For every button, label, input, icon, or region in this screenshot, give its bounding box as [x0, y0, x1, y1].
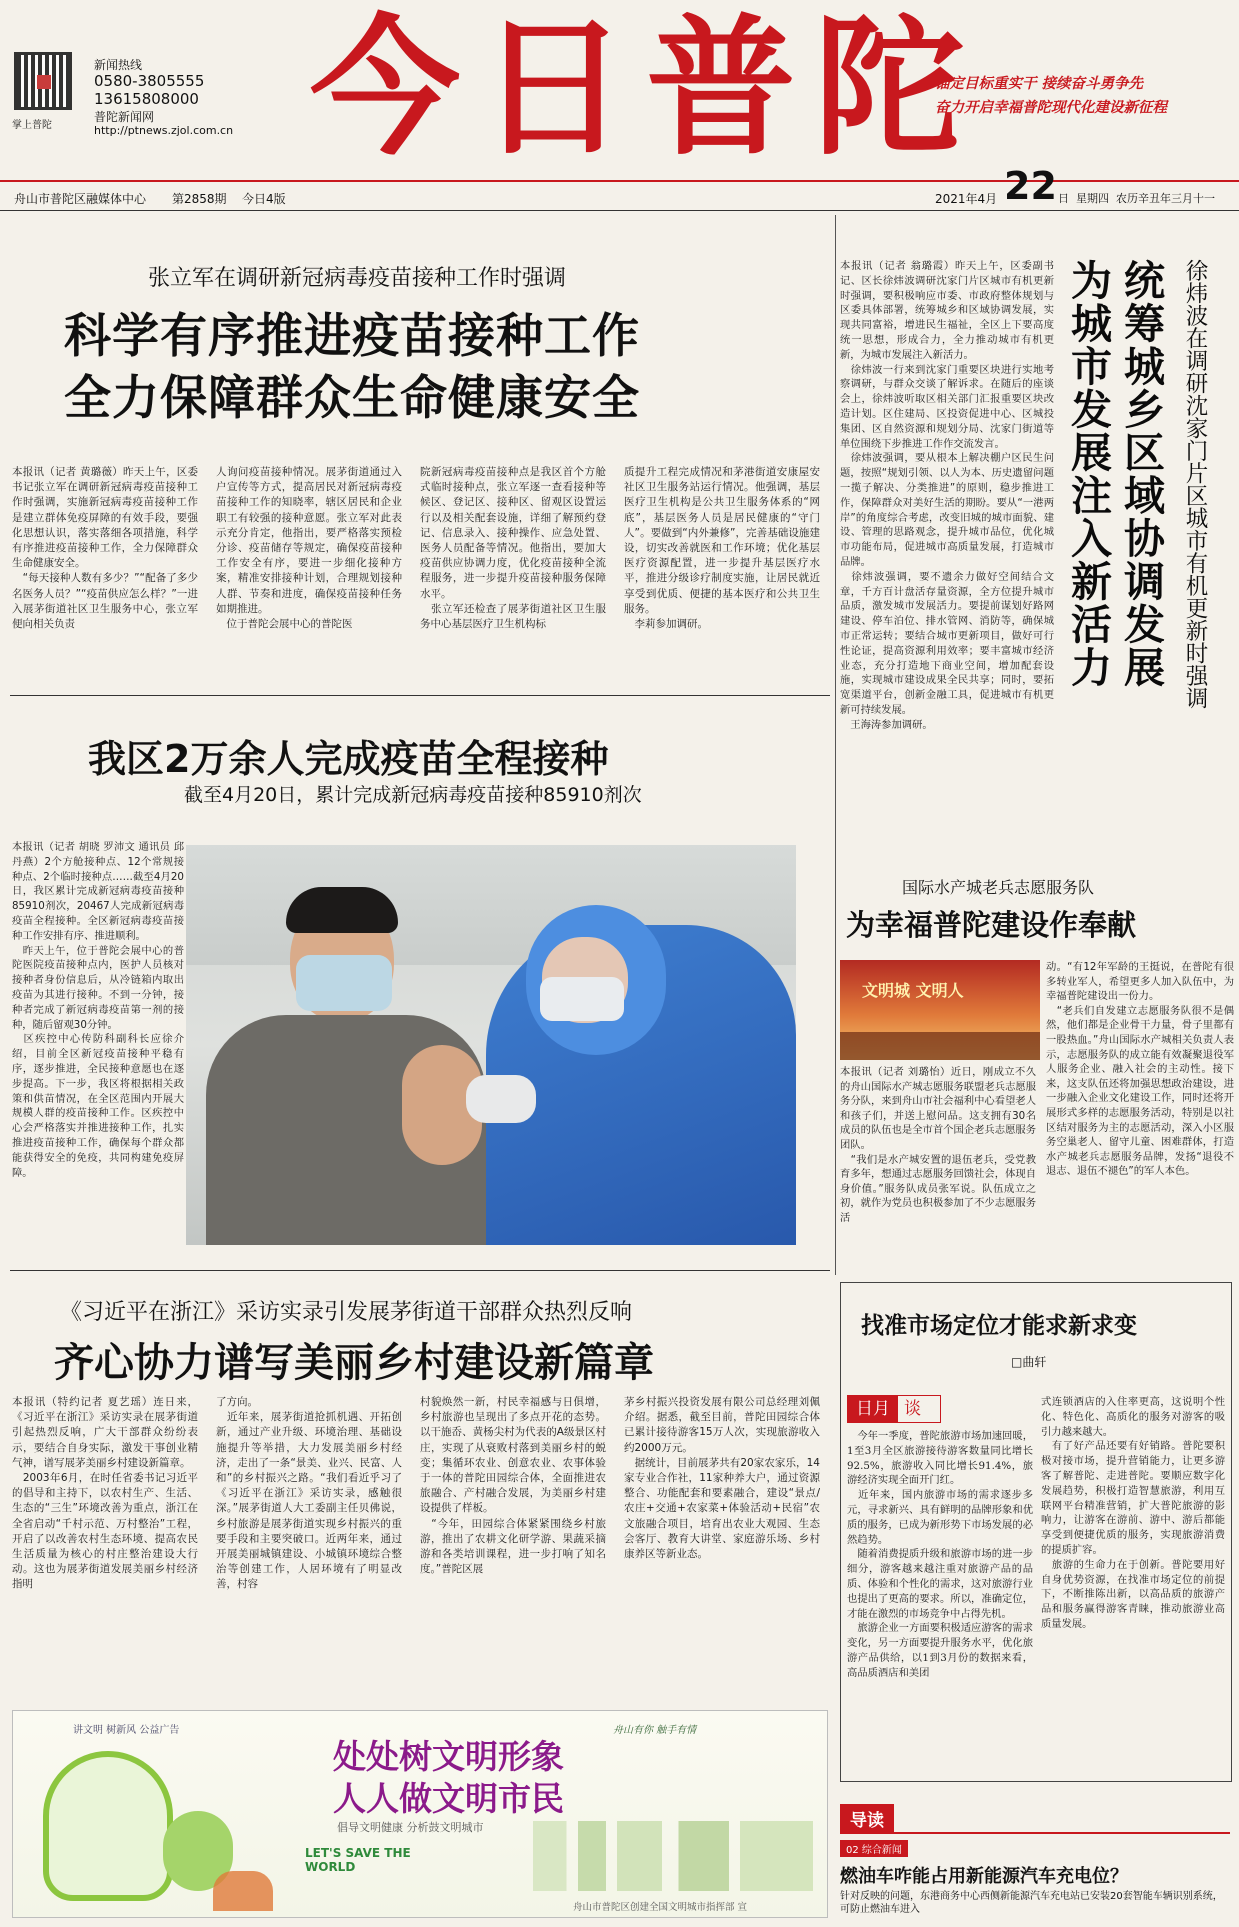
- right-headline-1: 统筹城乡区域协调发展: [1117, 259, 1165, 689]
- publisher: 舟山市普陀区融媒体中心: [14, 192, 147, 206]
- page-count: 今日4版: [242, 192, 286, 206]
- date-day: 22: [1004, 164, 1057, 208]
- phone-1: 0580-3805555: [94, 72, 205, 90]
- guide-summary: 针对反映的问题，东港商务中心西侧新能源汽车充电站已安装20套智能车辆识别系统，可防止燃油车进入: [840, 1891, 1223, 1915]
- vaccine-body: 本报讯（记者 胡晓 罗沛文 通讯员 邱丹燕）2个方舱接种点、12个常规接种点、2个临时接种点……截至4月20日，我区累计完成新冠病毒疫苗接种85910剂次，20467人完成新冠病毒疫苗全程接种。全区新冠病毒疫苗接种工作安排有序、推进顺利。 昨天上午，位于普陀会展中心的普陀医院疫苗接种点内，医护人员核对接种者身份信息后，从冷链箱内取出疫苗为其进行接种。不到一分钟，接种者完成了新冠病毒疫苗第一剂的接种，随后留观30分钟。 区疾控中心传防科副科长应徐介绍，目前全区新冠疫苗接种平稳有序，逐步推进，全民接种意愿也在逐步提高。下一步，我区将根据相关政策和供苗情况，在全区范围内开展大规模人群的疫苗接种工作。区疾控中心会严格落实并推进接种工作，扎实推进疫苗接种工作，确保每个群众都能获得安全的免疫，共同构建免疫屏障。: [12, 841, 184, 1179]
- vaccine-headline: 我区2万余人完成疫苗全程接种: [88, 737, 609, 781]
- right-story: [840, 215, 1235, 865]
- guide: [840, 1792, 1235, 1922]
- volunteer-kicker: 国际水产城老兵志愿服务队: [902, 878, 1095, 897]
- date-rest: 日 星期四 农历辛丑年三月十一: [1058, 192, 1215, 205]
- ad-top-right: 舟山有你 触手有情: [613, 1725, 697, 1736]
- newspaper-title: 今日普陀: [310, 0, 983, 176]
- slogan-1: 锚定目标重实干 接续奋斗勇争先: [935, 76, 1144, 92]
- ad-footer: 舟山市普陀区创建全国文明城市指挥部 宣: [573, 1902, 748, 1913]
- lead-kicker: 张立军在调研新冠病毒疫苗接种工作时强调: [148, 266, 567, 291]
- nurse-glove: [466, 1075, 536, 1123]
- nurse-mask: [540, 977, 624, 1021]
- issue-number: 第2858期: [172, 192, 227, 206]
- right-story-body: 本报讯（记者 翁璐霞）昨天上午，区委副书记、区长徐炜波调研沈家门片区城市有机更新时强调，要积极响应市委、市政府整体规划与区委具体部署，统筹城乡和区域协调发展，实现共同富裕，增进民生福祉，全区上下要高度统一思想，形成合力，全力推动城市有机更新，为城市发展注入新活力。 徐炜波一行来到沈家门重要区块进行实地考察调研，与群众交谈了解诉求。在随后的座谈会上，徐炜波听取区相关部门汇报重要区块改造计划。区住建局、区投资促进中心、区城投集团、区自然资源和规划分局、沈家门街道等单位围绕下步推进工作作交流发言。 徐炜波强调，要从根本上解决棚户区民生问题，按照“规划引领、以人为本、历史遗留问题一揽子解决、分类推进”的原则，稳步推进工作，保障群众对美好生活的期盼。要从“一港两岸”的角度综合考虑，改变旧城的城市面貌、建设、管理的思路观念，提升城市品位，优化城市功能布局，促进城市高质量发展，打造城市品牌。 徐炜波强调，要不遗余力做好空间结合文章，千方百计盘活存量资源，全方位提升城市品质，激发城市发展活力。要提前谋划好路网建设、停车泊位、排水管网、消防等，确保城市正常运转；要结合城市更新项目，做好可行性论证，提高资源利用效率；要丰富城市经济业态，充分打造地下商业空间，增加配套设施，实现城市建设成果全民共享；同时，要拓宽渠道平台，创新金融工具，促进城市有机更新可持续发展。 王海涛参加调研。: [840, 260, 1054, 731]
- patient-hair: [286, 887, 398, 933]
- vaccination-photo: [186, 845, 796, 1245]
- commentary-byline: □曲轩: [1011, 1355, 1047, 1369]
- qr-caption: 掌上普陀: [12, 120, 52, 131]
- volunteer-story: [840, 865, 1235, 1285]
- volunteer-photo: [840, 960, 1040, 1060]
- commentary-box: [840, 1282, 1232, 1782]
- village-column-3: 村貌焕然一新，村民幸福感与日俱增，乡村旅游也呈现出了多点开花的态势。以干施岙、黄杨尖村为代表的A级景区村庄，实现了从衰败村落到美丽乡村的蜕变；集循环农业、创意农业、农事体验于一体的普陀田园综合体，全面推进农旅融合、产村融合发展，为美丽乡村建设提供了样板。 “今年，田园综合体紧紧围绕乡村旅游，推出了农耕文化研学游、果蔬采摘游和各类培训课程，进一步打响了知名度。”普陀区展: [420, 1396, 606, 1576]
- guide-headline[interactable]: 燃油车咋能占用新能源汽车充电位？: [840, 1866, 1128, 1887]
- guide-label: 导读: [840, 1804, 894, 1833]
- ad-line-3: 倡导文明健康 分析鼓文明城市: [337, 1821, 484, 1834]
- village-kicker: 《习近平在浙江》采访实录引发展茅街道干部群众热烈反响: [60, 1300, 633, 1325]
- ad-line-2: 人人做文明市民: [333, 1779, 564, 1818]
- site-url[interactable]: http://ptnews.zjol.com.cn: [94, 124, 234, 137]
- lead-column-4: 质提升工程完成情况和茅港街道安康屋安社区卫生服务站运行情况。他强调，基层医疗卫生机构是公共卫生服务体系的“网底”，基层医务人员是居民健康的“守门人”。要做到“内外兼修”，完善基础设施建设，切实改善就医和工作环境；优化基层医疗资源配置，进一步提升基层医疗水平，推进分级诊疗制度实施，让居民就近享受到优质、便捷的基本医疗和公共卫生服务。 李莉参加调研。: [624, 466, 820, 631]
- column-badge-name: 日月: [848, 1396, 898, 1422]
- volunteer-photo-caption: 文明城 文明人: [862, 981, 964, 1000]
- bulb-illustration: [43, 1751, 173, 1901]
- volunteer-column-2: 动。“有12年军龄的王挺说，在普陀有很多转业军人，希望更多人加入队伍中，为幸福普陀建设出一份力。 “老兵们自发建立志愿服务队很不是偶然，他们都是企业骨干力量，骨子里都有一股热血。”舟山国际水产城相关负责人表示，志愿服务队的成立能有效凝聚退役军人服务企业、融入社会的主动性。接下来，这支队伍还将加强思想政治建设，进一步融入企业文化建设工作，同时还将开展形式多样的志愿服务活动，特别是以社区结对服务为主的志愿活动，深入小区服务空巢老人、留守儿童、困难群体，打造水产城老兵志愿服务品牌，发扬“退役不退志、退伍不褪色”的军人本色。: [1046, 961, 1234, 1178]
- commentary-column-2: 式连锁酒店的入住率更高，这说明个性化、特色化、高质化的服务对游客的吸引力越来越大。 有了好产品还要有好销路。普陀要积极对接市场，提升营销能力，让更多游客了解普陀、走进普陀。要顺应数字化发展趋势，积极打造智慧旅游，利用互联网平台精准营销，扩大普陀旅游的影响力，让游客在游前、游中、游后都能享受到便捷优质的服务，实现旅游消费的提质扩容。 旅游的生命力在于创新。普陀要用好自身优势资源，在找准市场定位的前提下，不断推陈出新，以高品质的旅游产品和服务赢得游客青睐，推动旅游业高质量发展。: [1041, 1396, 1225, 1630]
- lead-story: [0, 215, 830, 685]
- vaccine-story: [0, 700, 830, 1260]
- family-silhouette: [213, 1871, 273, 1911]
- village-story: [0, 1275, 830, 1690]
- ad-top-left: 讲文明 树新风 公益广告: [73, 1725, 180, 1736]
- city-skyline: [533, 1821, 813, 1891]
- guide-section[interactable]: 02 综合新闻: [840, 1840, 908, 1857]
- vaccine-subhead: 截至4月20日，累计完成新冠病毒疫苗接种85910剂次: [184, 784, 642, 806]
- volunteer-headline: 为幸福普陀建设作奉献: [846, 908, 1137, 942]
- save-world-badge: LET'S SAVE THE WORLD: [305, 1846, 411, 1874]
- lead-column-3: 院新冠病毒疫苗接种点是我区首个方舱式临时接种点，张立军逐一查看接种等候区、登记区、接种区、留观区设置运行以及相关配套设施，详细了解预约登记、信息录入、接种操作、应急处置、医务人员配备等情况。他指出，要加大疫苗供应协调力度，优化疫苗接种全流程服务，进一步提升疫苗接种服务保障水平。 张立军还检查了展茅街道社区卫生服务中心基层医疗卫生机构标: [420, 466, 606, 631]
- lead-headline-2: 全力保障群众生命健康安全: [64, 371, 640, 426]
- site-name: 普陀新闻网: [94, 110, 155, 124]
- qr-code[interactable]: [14, 52, 72, 110]
- right-headline-2: 为城市发展注入新活力: [1064, 259, 1112, 689]
- village-column-4: 茅乡村振兴投资发展有限公司总经理刘佩介绍。据悉，截至目前，普陀田园综合体已累计接待游客15万人次，实现旅游收入约2000万元。 据统计，目前展茅共有20家农家乐，14家专业合作社，11家种养大户，通过资源整合、功能配套和要素融合，建设“景点/农庄+交通+农家菜+体验活动+民宿”农文旅融合项目，培育出农业大观园、生态会客厅、教育大讲堂、家庭游乐场、乡村康养区等新业态。: [624, 1396, 820, 1561]
- commentary-column-1: 今年一季度，普陀旅游市场加速回暖，1至3月全区旅游接待游客数量同比增长92.5%，旅游收入同比增长91.4%，旅游经济实现全面开门红。 近年来，国内旅游市场的需求逐步多元，寻求新兴、具有鲜明的品牌形象和优质的服务，已成为新形势下市场发展的必然趋势。 随着消费提质升级和旅游市场的进一步细分，游客越来越注重对旅游产品的品质、体验和个性化的需求，这对旅游行业也提出了更高的要求。所以，准确定位，才能在激烈的市场竞争中占得先机。 旅游企业一方面要积极适应游客的需求变化，另一方面要提升服务水平，优化旅游产品供给，以1到3月份的数据来看，高品质酒店和美团: [847, 1430, 1033, 1679]
- column-badge: [847, 1395, 941, 1423]
- date-year-month: 2021年4月: [935, 192, 998, 206]
- public-service-ad: [12, 1710, 828, 1918]
- hotline-label: 新闻热线: [94, 58, 143, 72]
- column-badge-suffix: 谈: [904, 1399, 921, 1419]
- phone-2: 13615808000: [94, 90, 199, 108]
- commentary-headline: 找准市场定位才能求新求变: [861, 1313, 1137, 1339]
- masthead: [0, 0, 1239, 208]
- slogan-2: 奋力开启幸福普陀现代化建设新征程: [935, 100, 1167, 116]
- village-headline: 齐心协力谱写美丽乡村建设新篇章: [54, 1340, 654, 1386]
- village-column-1: 本报讯（特约记者 夏艺瑶）连日来，《习近平在浙江》采访实录在展茅街道引起热烈反响，广大干部群众纷纷表示，要结合自身实际，激发干事创业精气神，谱写展茅美丽乡村建设新篇章。 2003年6月，在时任省委书记习近平的倡导和主持下，以农村生产、生活、生态的“三生”环境改善为重点，浙江在全省启动“千村示范、万村整治”工程，开启了以改善农村生态环境、提高农民生活质量为核心的村庄整治建设大行动。这也为展茅街道发展美丽乡村经济指明: [12, 1396, 198, 1591]
- lead-column-2: 人询问疫苗接种情况。展茅街道通过入户宣传等方式，提高居民对新冠病毒疫苗接种工作的知晓率，辖区居民和企业职工有较强的接种意愿。张立军对此表示充分肯定，他指出，要严格落实预检分诊、疫苗储存等规定，确保疫苗接种工作安全有序，要进一步细化接种方案，精准安排接种计划，合理规划接种人群、节奏和进度，确保疫苗接种任务如期推进。 位于普陀会展中心的普陀医: [216, 466, 402, 631]
- lead-headline-1: 科学有序推进疫苗接种工作: [64, 309, 640, 364]
- patient-mask: [296, 955, 392, 1011]
- right-kicker: 徐炜波在调研沈家门片区城市有机更新时强调: [1182, 259, 1208, 709]
- volunteer-column-1: 本报讯（记者 刘璐怡）近日，刚成立不久的舟山国际水产城志愿服务联盟老兵志愿服务分队，来到舟山市社会福利中心看望老人和孩子们，并送上慰问品。这支拥有30名成员的队伍也是全市首个国企老兵志愿服务团队。 “我们是水产城安置的退伍老兵，受党教育多年，想通过志愿服务回馈社会，体现自身价值。”服务队成员张军说。队伍成立之初，就作为党员也积极参加了不少志愿服务活: [840, 1066, 1036, 1224]
- village-column-2: 了方向。 近年来，展茅街道抢抓机遇、开拓创新，通过产业升级、环境治理、基础设施提升等举措，大力发展美丽乡村经济，走出了一条“景美、业兴、民富、人和”的乡村振兴之路。“我们看近乎习了《习近平在浙江》采访实录，感触很深。”展茅街道人大工委副主任贝佛说，乡村旅游是展茅街道实现乡村振兴的重要手段和主要突破口。近两年来，通过开展美丽城镇建设、小城镇环境综合整治等创建工作，人居环境有了明显改善，村容: [216, 1396, 402, 1591]
- lead-column-1: 本报讯（记者 黄璐薇）昨天上午，区委书记张立军在调研新冠病毒疫苗接种工作时强调，实施新冠病毒疫苗接种工作是建立群体免疫屏障的有效手段，要强化思想认识，落实落细各项措施，科学有序推进疫苗接种工作，全力保障群众生命健康安全。 “每天接种人数有多少？”“配备了多少名医务人员？”“疫苗供应怎么样？”一进入展茅街道社区卫生服务中心，张立军便向相关负责: [12, 466, 198, 631]
- ad-line-1: 处处树文明形象: [333, 1737, 564, 1776]
